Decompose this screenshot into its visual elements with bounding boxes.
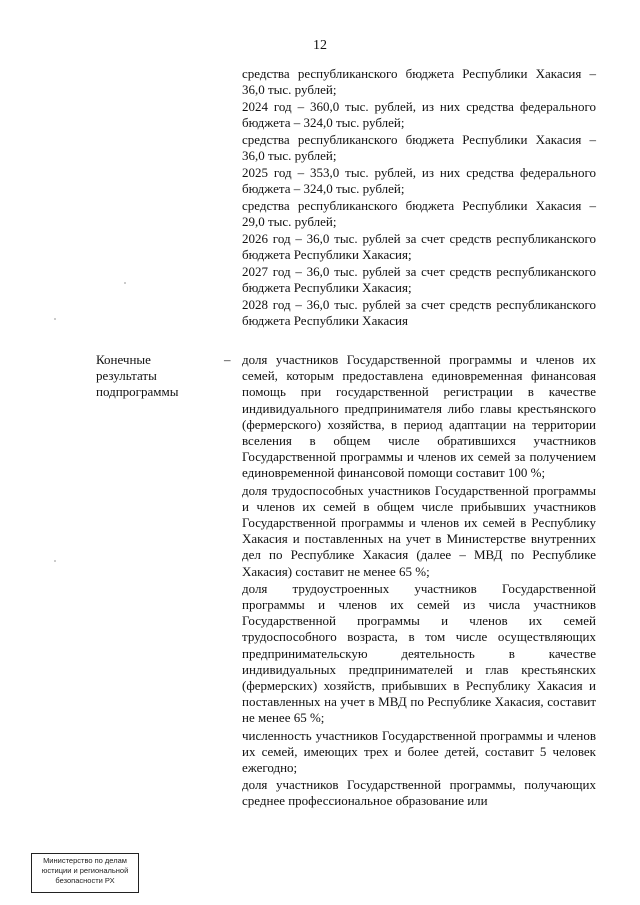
results-block: [242, 352, 596, 811]
page-number: 12: [313, 38, 327, 53]
section-label-line: подпрограммы: [96, 384, 179, 399]
section-label: [96, 352, 206, 400]
stamp-line: безопасности РХ: [55, 876, 115, 885]
result-item: доля участников Государственной программы, получающих среднее профессиональное образование или: [242, 777, 596, 809]
funding-line: 2027 год – 36,0 тыс. рублей за счет средств республиканского бюджета Республики Хакасия;: [242, 264, 596, 295]
scan-speck: [54, 560, 56, 562]
section-label-line: результаты: [96, 368, 157, 383]
funding-line: средства республиканского бюджета Республики Хакасия – 36,0 тыс. рублей;: [242, 66, 596, 97]
funding-line: 2028 год – 36,0 тыс. рублей за счет средств республиканского бюджета Республики Хакасия: [242, 297, 596, 328]
stamp-line: юстиции и региональной: [41, 866, 129, 875]
funding-line: 2026 год – 36,0 тыс. рублей за счет средств республиканского бюджета Республики Хакасия;: [242, 231, 596, 262]
stamp-line: Министерство по делам: [43, 856, 127, 865]
funding-line: 2024 год – 360,0 тыс. рублей, из них средства федерального бюджета – 324,0 тыс. рублей;: [242, 99, 596, 130]
registration-stamp: [31, 853, 139, 893]
funding-block: [242, 66, 596, 330]
section-label-line: Конечные: [96, 352, 151, 367]
funding-line: средства республиканского бюджета Республики Хакасия – 36,0 тыс. рублей;: [242, 132, 596, 163]
result-item: доля трудоустроенных участников Государственной программы и членов их семей из числа участников Государственной программы и членов их семей трудоспособного возраста, в том числе осуществляющих предпринимательскую деятельность в качестве индивидуальных предпринимателей и глав крестьянских (фермерских) хозяйств, прибывших в Республику Хакасия и поставленных на учет в МВД по Республике Хакасия, составит не менее 65 %;: [242, 580, 596, 726]
funding-line: 2025 год – 353,0 тыс. рублей, из них средства федерального бюджета – 324,0 тыс. рублей;: [242, 165, 596, 196]
scan-speck: [124, 282, 126, 284]
separator-dash: –: [224, 352, 231, 367]
result-item: численность участников Государственной программы и членов их семей, имеющих трех и более детей, составит 5 человек ежегодно;: [242, 727, 596, 776]
result-item: доля трудоспособных участников Государственной программы и членов их семей в общем числе прибывших участников Государственной программы и членов их семей в Республику Хакасия и поставленных на учет в Министерстве внутренних дел по Республике Хакасия (далее – МВД по Республике Хакасия) составит не менее 65 %;: [242, 482, 596, 579]
scan-speck: [54, 318, 56, 320]
result-item: доля участников Государственной программы и членов их семей, которым предоставлена единовременная финансовая помощь при государственной регистрации в качестве индивидуального предпринимателя либо главы крестьянского (фермерского) хозяйства, в период адаптации на территории вселения в общем числе обратившихся участников Государственной программы и членов их семей за получением единовременной финансовой помощи составит 100 %;: [242, 352, 596, 481]
funding-line: средства республиканского бюджета Республики Хакасия – 29,0 тыс. рублей;: [242, 198, 596, 229]
